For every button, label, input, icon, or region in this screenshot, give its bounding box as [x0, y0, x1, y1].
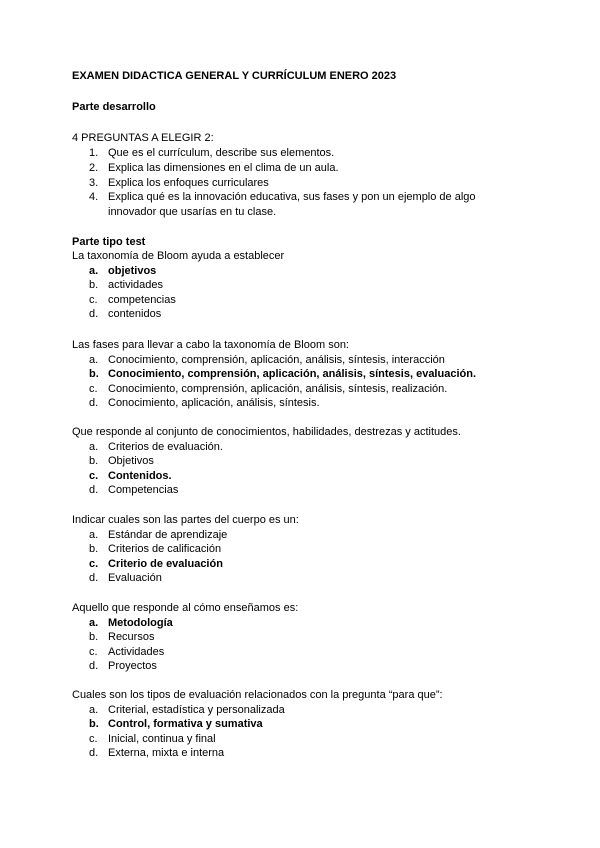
option-letter: b.: [89, 279, 99, 292]
option-text: Conocimiento, comprensión, aplicación, análisis, síntesis, evaluación.: [108, 368, 476, 381]
exam-title: EXAMEN DIDACTICA GENERAL Y CURRÍCULUM ENERO 2023: [72, 70, 397, 82]
option-text: competencias: [108, 293, 176, 306]
option-letter: b.: [89, 543, 99, 556]
item-number: 4.: [89, 191, 99, 203]
option-letter: c.: [89, 645, 98, 658]
item-number: 2.: [89, 162, 99, 174]
option-letter: a.: [89, 703, 99, 716]
option-letter: c.: [89, 732, 98, 745]
option-letter: c.: [89, 293, 98, 306]
option-text: Contenidos.: [108, 469, 172, 482]
option-text: Actividades: [108, 645, 165, 658]
option-letter: a.: [89, 616, 99, 629]
option-letter: d.: [89, 747, 99, 760]
option-letter: b.: [89, 631, 99, 644]
option-text: Estándar de aprendizaje: [108, 528, 228, 541]
option-text: Metodología: [108, 616, 173, 629]
option-text: Inicial, continua y final: [108, 732, 216, 745]
item-text: Explica las dimensiones en el clima de un aula.: [108, 162, 339, 174]
option-text: Conocimiento, comprensión, aplicación, análisis, síntesis, interacción: [108, 353, 445, 366]
option-text: Proyectos: [108, 660, 157, 673]
option-letter: d.: [89, 484, 99, 497]
option-text: Evaluación: [108, 572, 162, 585]
option-text: actividades: [108, 279, 164, 292]
option-letter: d.: [89, 397, 99, 410]
item-text: Explica los enfoques curriculares: [108, 177, 269, 189]
question-text: Las fases para llevar a cabo la taxonomía de Bloom son:: [72, 339, 349, 351]
item-text: Explica qué es la innovación educativa, sus fases y pon un ejemplo de algo: [108, 191, 476, 203]
option-text: Competencias: [108, 484, 179, 497]
essay-heading: Parte desarrollo: [72, 101, 156, 113]
option-text: Control, formativa y sumativa: [108, 718, 263, 731]
option-text: Criterios de evaluación.: [108, 440, 223, 453]
option-letter: b.: [89, 718, 99, 731]
item-number: 3.: [89, 177, 99, 189]
option-letter: d.: [89, 308, 99, 321]
item-text: innovador que usarías en tu clase.: [108, 206, 277, 218]
option-text: Conocimiento, comprensión, aplicación, análisis, síntesis, realización.: [108, 382, 448, 395]
option-text: contenidos: [108, 308, 162, 321]
test-heading: Parte tipo test: [72, 236, 146, 248]
option-letter: c.: [89, 557, 99, 570]
item-text: Que es el currículum, describe sus elementos.: [108, 147, 335, 159]
option-letter: c.: [89, 469, 99, 482]
question-text: Aquello que responde al cómo enseñamos es:: [72, 602, 299, 614]
option-text: objetivos: [108, 264, 157, 277]
option-text: Conocimiento, aplicación, análisis, síntesis.: [108, 397, 320, 410]
option-letter: d.: [89, 572, 99, 585]
option-text: Objetivos: [108, 455, 154, 468]
option-letter: b.: [89, 368, 99, 381]
option-letter: a.: [89, 528, 99, 541]
option-text: Criterio de evaluación: [108, 557, 223, 570]
option-letter: b.: [89, 455, 99, 468]
essay-intro: 4 PREGUNTAS A ELEGIR 2:: [72, 132, 214, 144]
item-number: 1.: [89, 147, 99, 159]
option-letter: a.: [89, 440, 99, 453]
option-text: Recursos: [108, 631, 155, 644]
option-text: Criterios de calificación: [108, 543, 222, 556]
option-text: Externa, mixta e interna: [108, 747, 225, 760]
option-letter: a.: [89, 353, 99, 366]
option-letter: d.: [89, 660, 99, 673]
question-text: Indicar cuales son las partes del cuerpo es un:: [72, 514, 299, 526]
question-text: Cuales son los tipos de evaluación relacionados con la pregunta “para que”:: [72, 689, 443, 701]
question-text: La taxonomía de Bloom ayuda a establecer: [72, 250, 285, 262]
option-text: Criterial, estadística y personalizada: [108, 703, 285, 716]
option-letter: c.: [89, 382, 98, 395]
question-text: Que responde al conjunto de conocimientos, habilidades, destrezas y actitudes.: [72, 426, 461, 438]
option-letter: a.: [89, 264, 99, 277]
